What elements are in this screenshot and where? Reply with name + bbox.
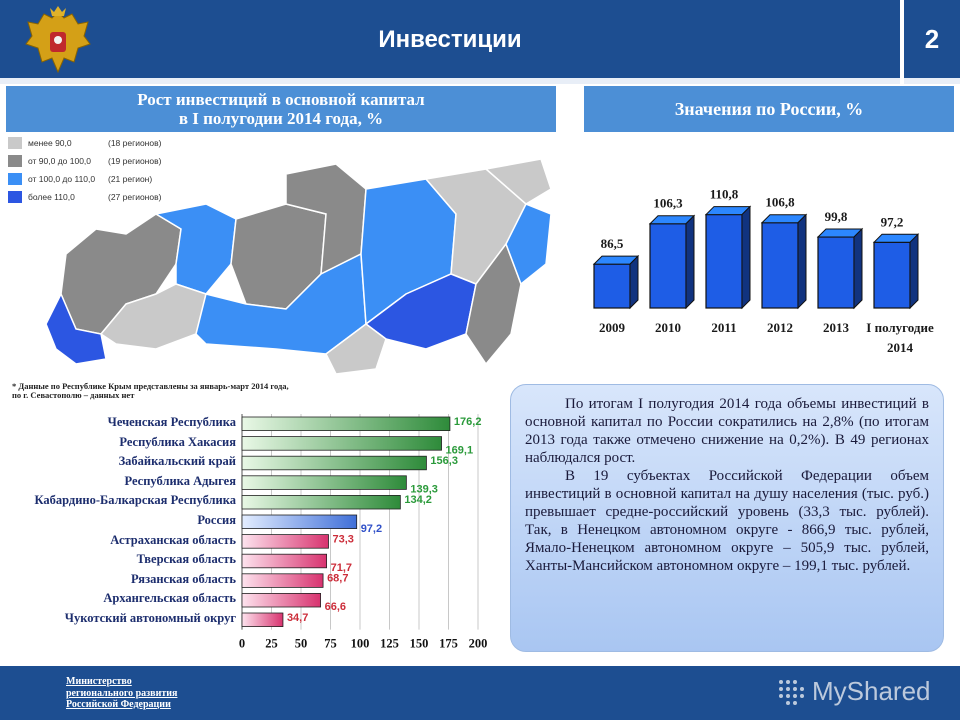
legend-swatch — [8, 191, 22, 203]
x-tick-label: 25 — [265, 636, 278, 651]
region-value-label: 71,7 — [330, 562, 353, 574]
map-legend — [8, 134, 161, 206]
column-value-label: 99,8 — [824, 209, 848, 225]
region-category-label: Республика Адыгея — [124, 473, 236, 488]
region-value-label: 134,2 — [404, 494, 432, 507]
region-value-label: 169,1 — [445, 444, 474, 457]
legend-label: от 90,0 до 100,0 — [28, 156, 92, 166]
page-number: 2 — [924, 24, 940, 54]
column-category-label: 2014 — [887, 340, 913, 355]
header-bar — [0, 0, 960, 84]
summary-paragraph-1: По итогам I полугодия 2014 года объемы инвестиций в основной капитал по России сократились на 2,8% (по итогам 2013 года также отмечено снижение на 0,2%). В 49 регионах наблюдался рост. — [525, 396, 929, 466]
legend-item — [8, 188, 161, 206]
legend-label: более 110,0 — [28, 192, 75, 202]
regions-bar-chart — [0, 410, 500, 660]
regions-bars — [238, 410, 500, 660]
region-bar — [242, 535, 328, 549]
region-category-label: Забайкальский край — [118, 454, 236, 469]
region-value-label: 176,2 — [453, 415, 482, 428]
region-category-label: Тверская область — [136, 552, 236, 567]
region-value-label: 156,3 — [430, 455, 458, 467]
ministry-line3: Российской Федерации — [66, 699, 171, 710]
region-bar — [242, 456, 426, 470]
region-category-label: Республика Хакасия — [119, 434, 236, 449]
region-category-label: Кабардино-Балкарская Республика — [34, 493, 236, 508]
x-tick-label: 0 — [238, 636, 246, 651]
legend-count: (18 регионов) — [108, 138, 162, 148]
legend-label: от 100,0 до 110,0 — [28, 174, 96, 184]
map-title-line1: Рост инвестиций в основной капитал — [137, 90, 425, 109]
legend-item — [8, 134, 161, 152]
legend-count: (27 регионов) — [108, 192, 162, 202]
region-value-label: 34,7 — [286, 611, 309, 624]
column-category-label: 2013 — [823, 320, 849, 335]
region-bar — [242, 417, 450, 431]
column-value-label: 106,3 — [653, 195, 683, 211]
x-tick-label: 175 — [439, 636, 458, 651]
legend-swatch — [8, 155, 22, 167]
ministry-line1: Министерство — [66, 676, 132, 687]
column-category-label: 2012 — [767, 320, 793, 335]
x-tick-label: 50 — [294, 636, 308, 651]
region-category-label: Россия — [197, 513, 236, 527]
column-bar — [650, 216, 694, 308]
legend-swatch — [8, 173, 22, 185]
legend-count: (19 регионов) — [108, 156, 162, 166]
brand-logo-icon — [776, 677, 806, 707]
column-value-label: 110,8 — [709, 186, 739, 202]
summary-paragraph-2: В 19 субъектах Российской Федерации объем инвестиций в основной капитал на душу населения (тыс. руб.) превышает средне-российский уровень (33,3 тыс. рублей). Так, в Ненецком автономном округе - 866,9 тыс. рублей, Ямало-Ненецком автономном округе – 505,9 тыс. рублей, Ханты-Мансийском автономном округе – 199,1 тыс. рублей. — [525, 468, 929, 574]
column-category-label: 2011 — [711, 320, 737, 335]
x-tick-label: 200 — [468, 636, 488, 651]
region-bar — [242, 476, 406, 490]
region-value-label: 97,2 — [360, 522, 383, 535]
x-tick-label: 100 — [350, 636, 370, 651]
map-section-title — [6, 86, 556, 132]
ministry-name — [66, 676, 177, 711]
column-category-label: I полугодие — [866, 320, 934, 335]
footnote-line2: по г. Севастополю – данных нет — [12, 390, 135, 400]
map-title-line2: в I полугодии 2014 года, % — [178, 109, 384, 128]
column-value-label: 106,8 — [765, 194, 795, 210]
region-value-label: 66,6 — [324, 601, 347, 614]
ministry-line2: регионального развития — [66, 687, 178, 699]
column-category-label: 2010 — [655, 320, 681, 335]
legend-item — [8, 152, 161, 170]
page-title: Инвестиции — [378, 26, 522, 53]
column-bar — [706, 207, 750, 308]
column-category-label: 2009 — [599, 320, 625, 335]
region-category-label: Чукотский автономный округ — [64, 611, 236, 625]
column-bar — [874, 234, 918, 308]
column-value-label: 86,5 — [600, 236, 624, 252]
column-bar — [762, 215, 806, 308]
region-bar — [242, 495, 400, 509]
region-category-label: Рязанская область — [131, 571, 236, 586]
region-bar — [242, 593, 321, 607]
column-bar — [594, 256, 638, 308]
region-bar — [242, 554, 327, 568]
region-category-label: Астраханская область — [110, 532, 236, 547]
brand-name: MyShared — [812, 676, 931, 706]
region-bar — [242, 613, 283, 627]
x-tick-label: 150 — [409, 636, 429, 651]
russia-chart-title: Значения по России, % — [584, 86, 954, 132]
legend-label: менее 90,0 — [28, 138, 72, 148]
russia-values-chart — [584, 136, 954, 360]
legend-count: (21 регион) — [108, 174, 153, 184]
region-bar — [242, 574, 323, 588]
legend-item — [8, 170, 161, 188]
footnote-line1: * Данные по Республике Крым представлены за январь-март 2014 года, — [12, 381, 289, 391]
legend-swatch — [8, 137, 22, 149]
watermark-brand — [776, 676, 931, 707]
region-value-label: 139,3 — [410, 483, 438, 496]
region-bar — [242, 437, 442, 451]
summary-text-box — [510, 384, 944, 652]
footer-bar — [0, 666, 960, 720]
x-tick-label: 125 — [380, 636, 399, 651]
region-category-label: Чеченская Республика — [107, 415, 236, 429]
region-value-label: 68,7 — [327, 572, 349, 585]
region-value-label: 73,3 — [332, 533, 354, 546]
region-bar — [242, 515, 357, 529]
column-value-label: 97,2 — [880, 214, 904, 230]
x-tick-label: 75 — [324, 636, 337, 651]
column-bar — [818, 229, 862, 308]
region-category-label: Архангельская область — [103, 591, 236, 606]
map-footnote — [12, 382, 432, 400]
